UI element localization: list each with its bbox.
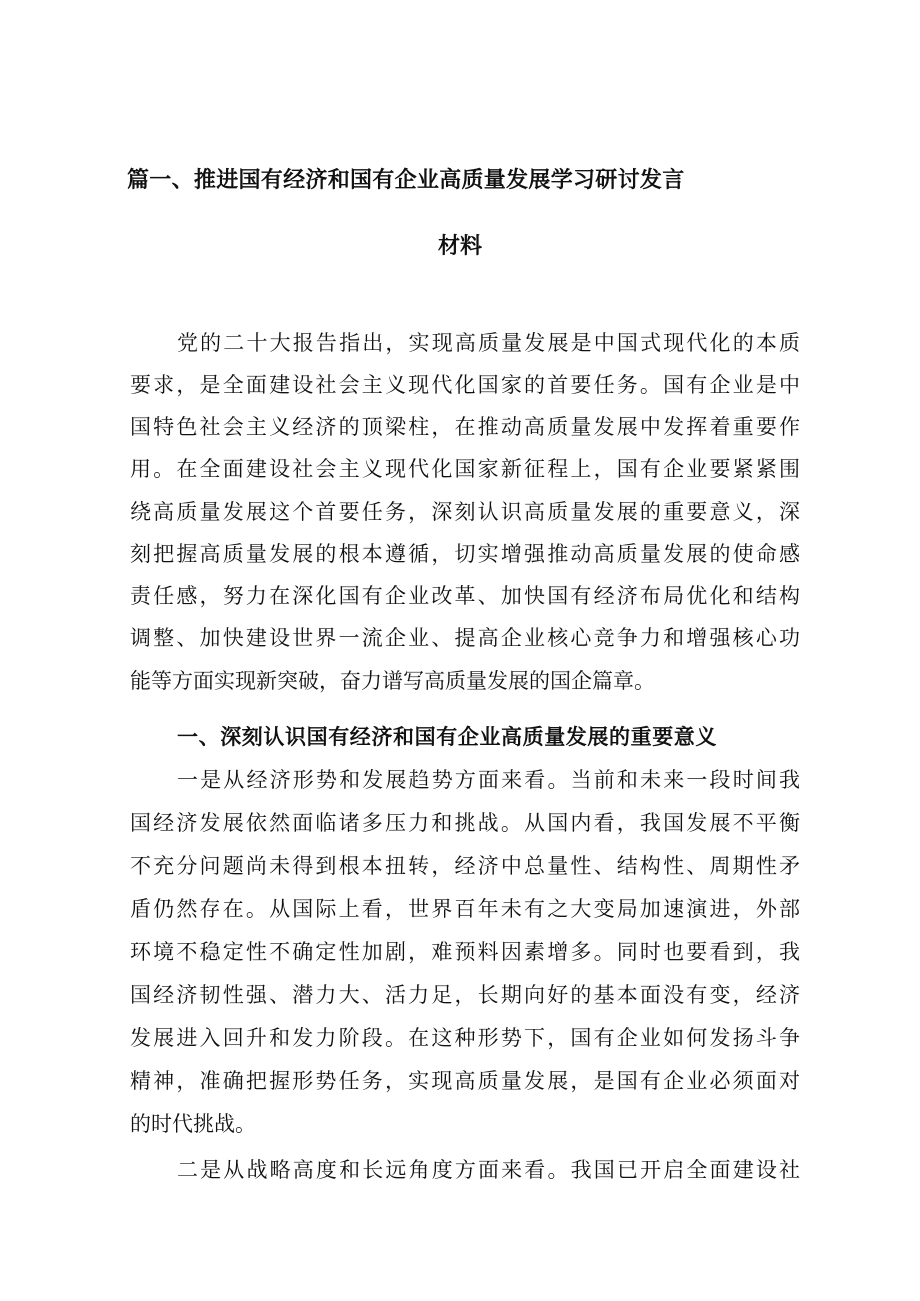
paragraph-3-line: 二是从战略高度和长远角度方面来看。我国已开启全面建设社 [177,1158,800,1182]
paragraph-1-line: 调整、加快建设世界一流企业、提高企业核心竞争力和增强核心功 [130,626,800,650]
paragraph-2-line: 一是从经济形势和发展趋势方面来看。当前和未来一段时间我 [177,768,800,792]
paragraph-1-line: 党的二十大报告指出，实现高质量发展是中国式现代化的本质 [177,331,800,355]
paragraph-2-line: 环境不稳定性不确定性加剧，难预料因素增多。同时也要看到，我 [130,940,800,964]
paragraph-1-line: 用。在全面建设社会主义现代化国家新征程上，国有企业要紧紧围 [130,457,800,481]
paragraph-1-line: 国特色社会主义经济的顶梁柱，在推动高质量发展中发挥着重要作 [130,415,800,439]
paragraph-2-line: 发展进入回升和发力阶段。在这种形势下，国有企业如何发扬斗争 [130,1026,800,1050]
paragraph-2-line: 国经济韧性强、潜力大、活力足，长期向好的基本面没有变，经济 [130,983,800,1007]
paragraph-2-line: 盾仍然存在。从国际上看，世界百年未有之大变局加速演进，外部 [130,897,800,921]
paragraph-2-line: 精神，准确把握形势任务，实现高质量发展，是国有企业必须面对 [130,1069,800,1093]
paragraph-1-line: 责任感，努力在深化国有企业改革、加快国有经济布局优化和结构 [130,584,800,608]
paragraph-2-line: 不充分问题尚未得到根本扭转，经济中总量性、结构性、周期性矛 [130,854,800,878]
paragraph-1-line: 要求，是全面建设社会主义现代化国家的首要任务。国有企业是中 [130,373,800,397]
section-heading-1: 一、深刻认识国有经济和国有企业高质量发展的重要意义 [177,725,717,749]
paragraph-2-line: 国经济发展依然面临诸多压力和挑战。从国内看，我国发展不平衡 [130,811,800,835]
paragraph-1-line: 能等方面实现新突破，奋力谱写高质量发展的国企篇章。 [130,669,655,693]
paragraph-2-line: 的时代挑战。 [130,1112,256,1136]
paragraph-1-line: 刻把握高质量发展的根本遵循，切实增强推动高质量发展的使命感 [130,542,800,566]
paragraph-1-line: 绕高质量发展这个首要任务，深刻认识高质量发展的重要意义，深 [130,500,800,524]
document-title-line-2: 材料 [437,234,482,259]
document-title-line-1: 篇一、推进国有经济和国有企业高质量发展学习研讨发言 [127,168,685,193]
